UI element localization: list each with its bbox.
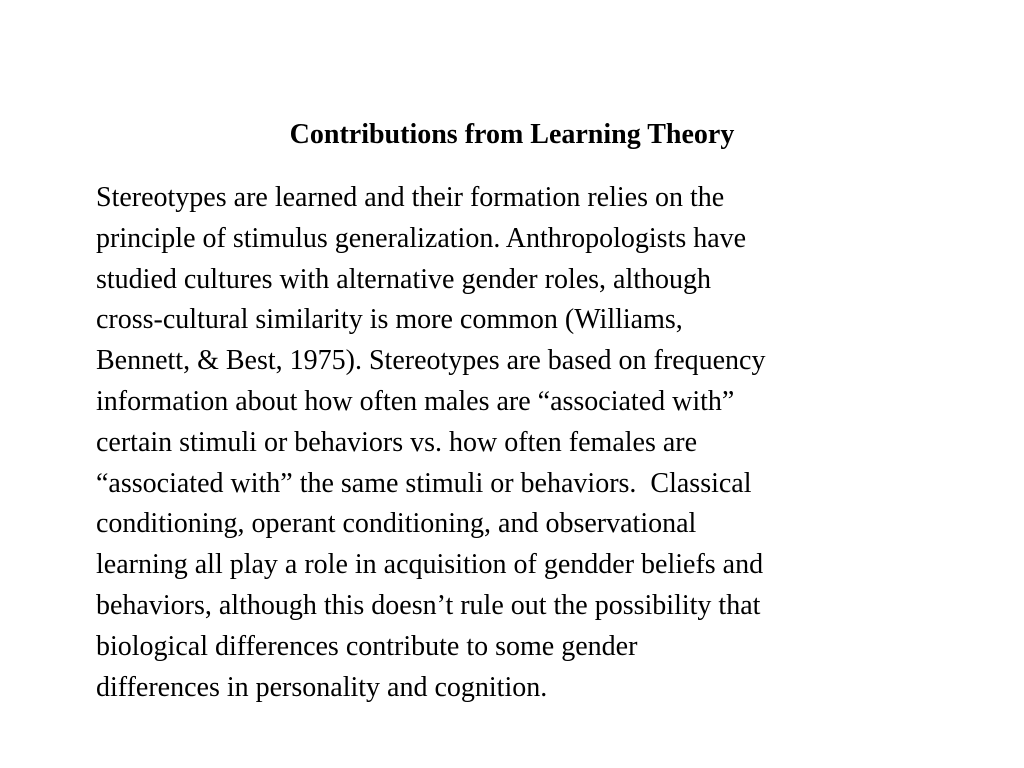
body-line: Bennett, & Best, 1975). Stereotypes are based on frequency: [96, 345, 766, 377]
body-line: biological differences contribute to some gender: [96, 630, 638, 662]
body-line: information about how often males are “associated with”: [96, 385, 735, 417]
body-line: learning all play a role in acquisition of gendder beliefs and: [96, 549, 764, 581]
body-line: cross-cultural similarity is more common (Williams,: [96, 304, 683, 336]
body-line: conditioning, operant conditioning, and observational: [96, 508, 697, 540]
body-line: Stereotypes are learned and their formation relies on the: [96, 182, 725, 213]
slide-title: Contributions from Learning Theory: [289, 119, 735, 150]
body-line: studied cultures with alternative gender roles, although: [96, 263, 712, 295]
body-line: principle of stimulus generalization. Anthropologists have: [96, 222, 747, 254]
body-line: behaviors, although this doesn’t rule out the possibility that: [96, 589, 761, 621]
body-line: differences in personality and cognition.: [96, 671, 548, 703]
body-line: “associated with” the same stimuli or behaviors. Classical: [96, 467, 752, 499]
body-line: certain stimuli or behaviors vs. how often females are: [96, 426, 698, 458]
slide-body-text: [96, 178, 926, 708]
